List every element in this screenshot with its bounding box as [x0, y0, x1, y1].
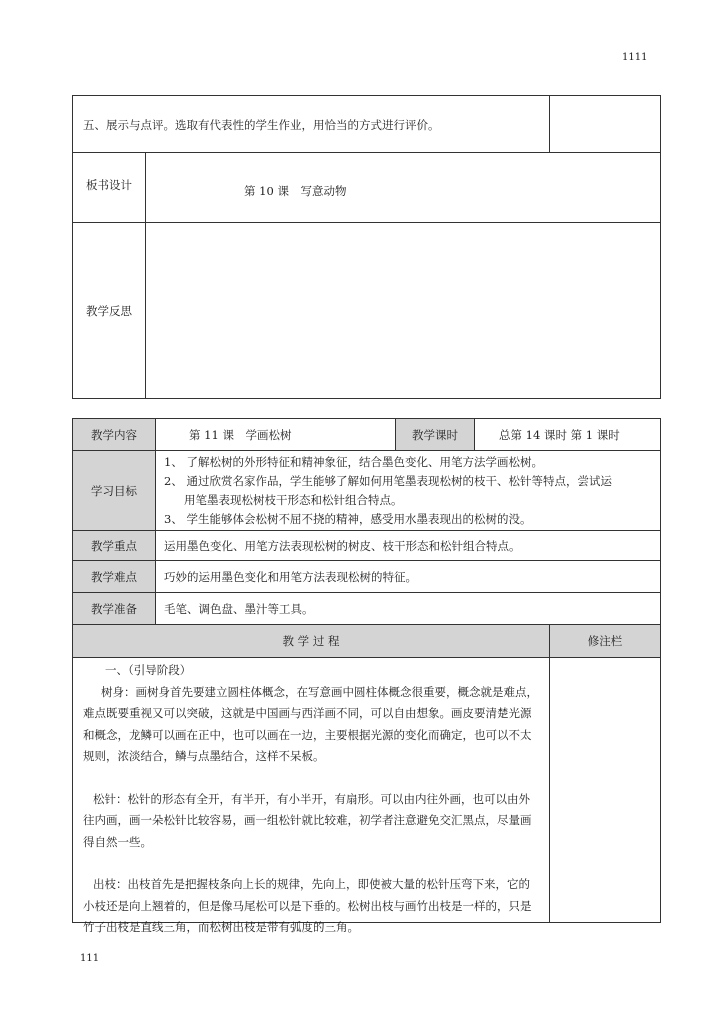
hours-value: 总第 14 课时 第 1 课时 — [474, 418, 661, 451]
reflection-label: 教学反思 — [72, 222, 146, 399]
difficulty-label: 教学难点 — [72, 560, 156, 593]
difficulty-value: 巧妙的运用墨色变化和用笔方法表现松树的特征。 — [155, 560, 661, 593]
process-header: 教 学 过 程 — [72, 624, 550, 658]
process-paragraph: 松针：松针的形态有全开，有半开，有小半开，有扇形。可以由内往外画，也可以由外往内画，画一朵松针比较容易，画一组松针就比较难，初学者注意避免交汇黑点，尽量画得自然一些。 — [83, 791, 532, 849]
prep-label: 教学准备 — [72, 592, 156, 625]
goal-item: 2、 通过欣赏名家作品，学生能够了解如何用笔墨表现松树的枝干、松针等特点，尝试运 — [164, 474, 612, 488]
notes-content — [549, 657, 661, 923]
notes-cell — [549, 95, 661, 153]
goals-list — [155, 450, 661, 531]
key-label: 教学重点 — [72, 530, 156, 561]
board-design-content: 第 10 课 写意动物 — [145, 152, 661, 223]
header-page-number: 1111 — [622, 52, 648, 63]
process-content — [72, 657, 550, 934]
key-value: 运用墨色变化、用笔方法表现松树的树皮、枝干形态和松针组合特点。 — [155, 530, 661, 561]
evaluation-cell: 五、展示与点评。选取有代表性的学生作业，用恰当的方式进行评价。 — [72, 95, 550, 153]
process-paragraph: 树身：画树身首先要建立圆柱体概念，在写意画中圆柱体概念很重要，概念就是难点，难点既要重视又可以突破，这就是中国画与西洋画不同，可以自由想象。画皮要清楚光源和概念，龙鳞可以画在正中，也可以画在一边，主要根据光源的变化而确定，也可以不太规则，浓淡结合，鳞与点墨结合，这样不呆板。 — [83, 684, 538, 763]
content-label: 教学内容 — [72, 418, 156, 451]
process-paragraph: 一、（引导阶段） — [105, 663, 192, 677]
hours-label: 教学课时 — [395, 418, 475, 451]
reflection-content — [145, 222, 661, 399]
prep-value: 毛笔、调色盘、墨汁等工具。 — [155, 592, 661, 625]
goal-item: 用笔墨表现松树枝干形态和松针组合特点。 — [184, 493, 403, 507]
goal-item: 1、 了解松树的外形特征和精神象征，结合墨色变化、用笔方法学画松树。 — [164, 455, 543, 469]
board-design-label: 板书设计 — [72, 152, 146, 223]
content-value: 第 11 课 学画松树 — [155, 418, 396, 451]
goal-item: 3、 学生能够体会松树不屈不挠的精神，感受用水墨表现出的松树的没。 — [164, 512, 532, 526]
footer-page-number: 111 — [80, 953, 100, 964]
notes-header: 修注栏 — [549, 624, 661, 658]
goals-label: 学习目标 — [72, 450, 156, 531]
process-paragraph: 出枝：出枝首先是把握枝条向上长的规律，先向上，即使被大量的松针压弯下来，它的小枝还是向上翘着的，但是像马尾松可以是下垂的。松树出枝与画竹出枝是一样的，只是竹子出枝是直线三角，而松树出枝是带有弧度的三角。 — [83, 877, 532, 934]
